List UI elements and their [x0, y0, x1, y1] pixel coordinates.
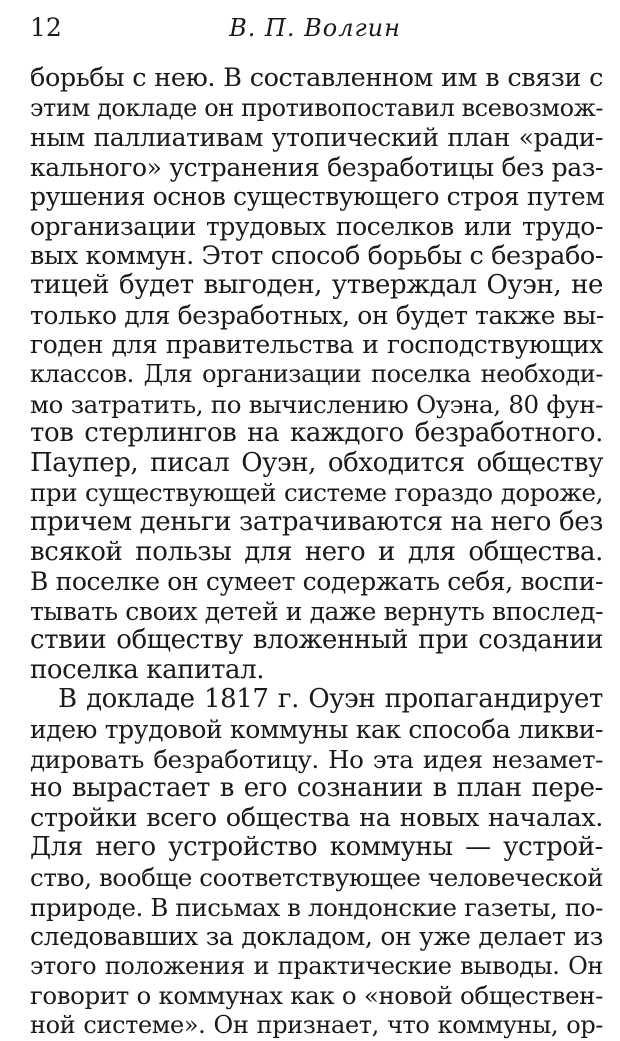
text-line: при существующей системе гораздо дороже,: [30, 478, 603, 508]
text-line: ство, вообще соответствующее человеческой: [30, 863, 604, 893]
text-line: В поселке он сумеет содержать себя, воспи-: [30, 567, 603, 597]
body-text: [30, 64, 603, 1041]
text-line: природе. В письмах в лондонские газеты, по-: [30, 892, 603, 922]
text-line: борьбы с нею. В составленном им в связи с: [30, 63, 603, 93]
text-line: ной системе». Он признает, что коммуны, ор-: [30, 1011, 603, 1039]
text-line: говорит о коммунах как о «новой обществен-: [30, 981, 603, 1011]
text-line: следовавших за докладом, он уже делает из: [30, 922, 603, 952]
text-line: идею трудовой коммуны как способа ликви-: [30, 715, 603, 745]
text-line: тицей будет выгоден, утверждал Оуэн, не: [30, 270, 603, 301]
text-line: мо затратить, по вычислению Оуэна, 80 фун-: [30, 389, 603, 419]
text-line: всякой пользы для него и для общества.: [30, 536, 603, 567]
text-line: причем деньги затрачиваются на него без: [30, 506, 603, 537]
text-line: этим докладе он противопоставил всевозмож-: [30, 93, 604, 122]
paragraph: [30, 64, 603, 685]
text-line: ствии обществу вложенный при создании: [30, 625, 603, 656]
text-line: но вырастает в его сознании в план пере-: [30, 773, 603, 804]
text-line: тывать своих детей и даже вернуть впослед-: [30, 596, 604, 626]
text-line: Паупер, писал Оуэн, обходится обществу: [30, 447, 603, 478]
text-line: кального» устранения безработицы без раз-: [30, 152, 603, 182]
text-line: поселка капитал.: [30, 654, 265, 685]
text-line: дировать безработицу. Но эта идея незамет-: [30, 744, 603, 774]
text-line: годен для правительства и господствующих: [30, 330, 603, 360]
text-line: вых коммун. Этот способ борьбы с безрабо-: [30, 240, 604, 271]
text-line: ным паллиативам утопический план «ради-: [30, 123, 603, 153]
paragraph: [30, 685, 603, 1040]
text-line: этого положения и практические выводы. Он: [30, 951, 603, 980]
text-line: только для безработных, он будет также вы-: [30, 300, 604, 330]
text-line: классов. Для организации поселка необходи-: [30, 359, 603, 388]
text-line: стройки всего общества на новых началах.: [30, 802, 603, 833]
text-line: Для него устройство коммуны — устрой-: [30, 832, 603, 863]
page-header: [30, 10, 600, 50]
running-head: В. П. Волгин: [229, 14, 401, 42]
text-line: В докладе 1817 г. Оуэн пропагандирует: [58, 684, 603, 715]
text-line: рушения основ существующего строя путем: [30, 182, 605, 212]
text-line: тов стерлингов на каждого безработного.: [30, 418, 603, 449]
text-line: организации трудовых поселков или трудо-: [30, 211, 603, 241]
page-number: 12: [30, 13, 62, 42]
